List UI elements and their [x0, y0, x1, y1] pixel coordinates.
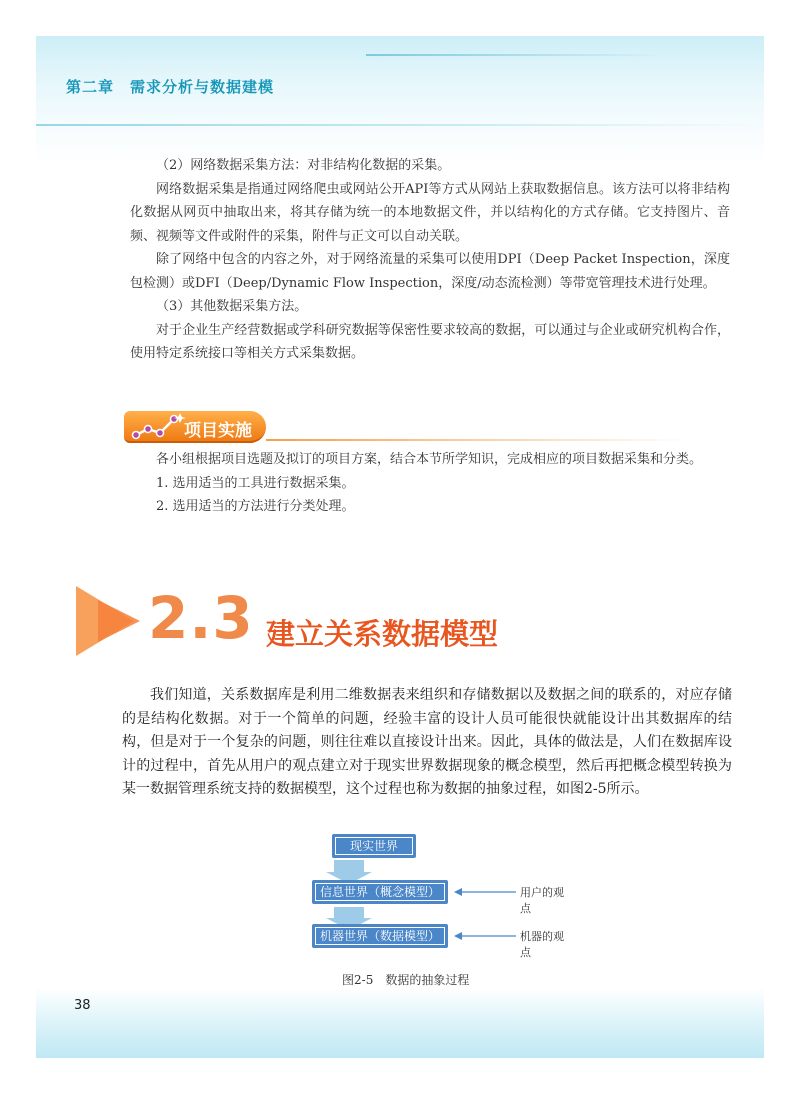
- chart-line-icon: [130, 409, 190, 443]
- chapter-title: 第二章 需求分析与数据建模: [66, 78, 275, 96]
- network-collection-section: [130, 154, 730, 366]
- textbook-page: [36, 36, 764, 1058]
- real-world-box: [332, 834, 416, 858]
- info-world-label: 信息世界（概念模型）: [315, 883, 445, 901]
- info-world-box: [312, 880, 448, 904]
- header-divider: [36, 124, 764, 126]
- header-stripe: [366, 54, 666, 56]
- section-body: [122, 684, 732, 802]
- section-arrow-icon: [76, 586, 148, 656]
- paragraph: （2）网络数据采集方法：对非结构化数据的采集。: [156, 158, 451, 173]
- banner-rule: [266, 439, 686, 441]
- page-number: 38: [74, 998, 91, 1013]
- section-title: 建立关系数据模型: [266, 617, 499, 651]
- project-banner: [124, 409, 684, 443]
- project-section: [130, 448, 730, 519]
- footer-band: [36, 988, 764, 1058]
- section-paragraph: 我们知道，关系数据库是利用二维数据表来组织和存储数据以及数据之间的联系的，对应存储的是结构化数据。对于一个简单的问题，经验丰富的设计人员可能很快就能设计出其数据库的结构，但是对于一个复杂的问题，则往往难以直接设计出来。因此，具体的做法是，人们在数据库设计的过程中，首先从用户的观点建立对于现实世界数据现象的概念模型，然后再把概念模型转换为某一数据管理系统支持的数据模型，这个过程也称为数据的抽象过程，如图2-5所示。: [122, 687, 732, 797]
- paragraph: 网络数据采集是指通过网络爬虫或网站公开API等方式从网站上获取数据信息。该方法可以将非结构化数据从网页中抽取出来，将其存储为统一的本地数据文件，并以结构化的方式存储。它支持图片、音频、视频等文件或附件的采集，附件与正文可以自动关联。: [130, 181, 730, 244]
- paragraph: 对于企业生产经营数据或学科研究数据等保密性要求较高的数据，可以通过与企业或研究机构合作，使用特定系统接口等相关方式采集数据。: [130, 322, 730, 361]
- figure-caption: 图2-5 数据的抽象过程: [342, 973, 470, 987]
- paragraph: 除了网络中包含的内容之外，对于网络流量的采集可以使用DPI（Deep Packet Inspection，深度包检测）或DFI（Deep/Dynamic Flow Inspection，深度/动态流检测）等带宽管理技术进行处理。: [130, 252, 730, 291]
- paragraph: （3）其他数据采集方法。: [156, 299, 308, 314]
- machine-view-label: 机器的观点: [520, 930, 564, 959]
- project-step: 1. 选用适当的工具进行数据采集。: [156, 475, 355, 491]
- project-intro: 各小组根据项目选题及拟订的项目方案，结合本节所学知识，完成相应的项目数据采集和分类。: [156, 452, 703, 467]
- banner-label: 项目实施: [184, 421, 252, 441]
- real-world-label: 现实世界: [335, 837, 413, 855]
- machine-world-label: 机器世界（数据模型）: [315, 927, 445, 945]
- project-step: 2. 选用适当的方法进行分类处理。: [156, 499, 355, 514]
- machine-world-box: [312, 924, 448, 948]
- user-view-label: 用户的观点: [520, 886, 564, 915]
- section-number: 2.3: [148, 584, 254, 652]
- header-band: [36, 36, 764, 166]
